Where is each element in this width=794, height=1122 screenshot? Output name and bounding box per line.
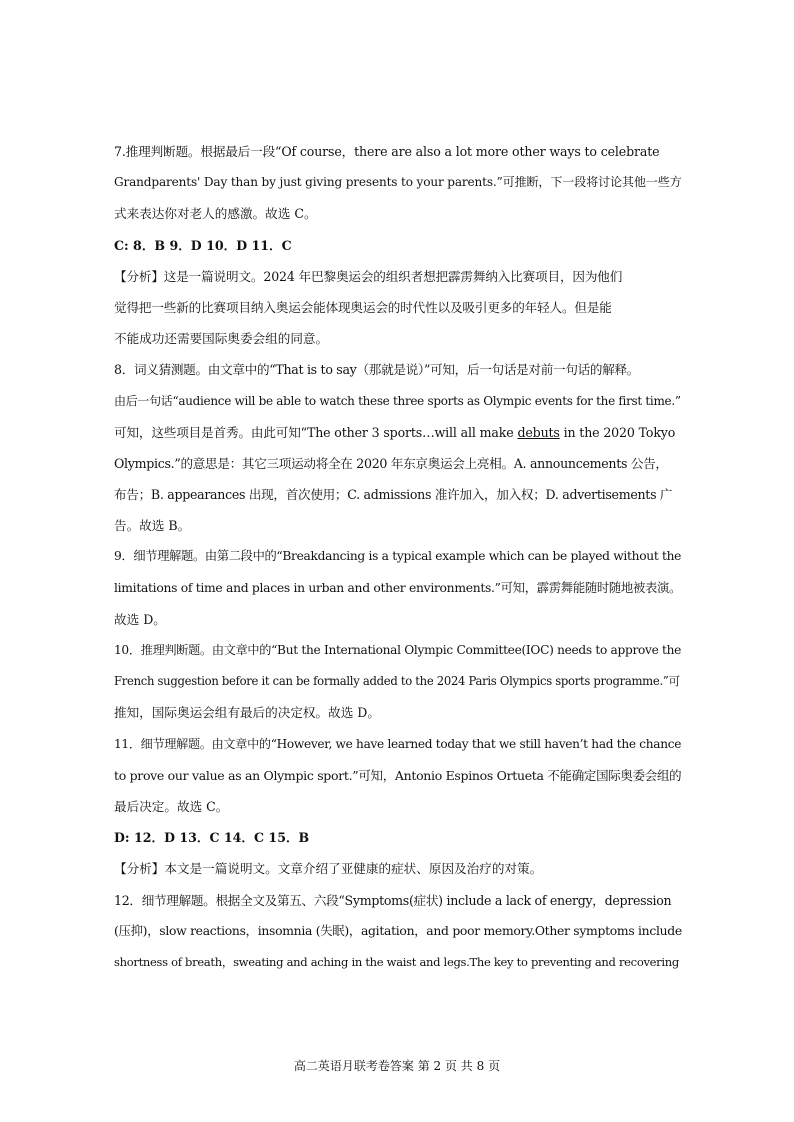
section-c-analysis-line-3: 不能成功还需要国际奥委会组的同意。	[114, 331, 329, 347]
q7-explanation-line-1: 7.推理判断题。根据最后一段“Of course，there are also a lot more other ways to celebrate	[114, 144, 660, 159]
answer-explanation-body	[114, 136, 682, 978]
q11-explanation-line-1: 11．细节理解题。由文章中的“However, we have learned today that we still haven’t had the chance	[114, 736, 682, 751]
q10-explanation-line-1: 10．推理判断题。由文章中的“But the International Olympic Committee(IOC) needs to approve the	[114, 643, 682, 657]
q11-explanation-line-2: to prove our value as an Olympic sport.”可知，Antonio Espinos Ortueta 不能确定国际奥委会组的	[114, 767, 682, 783]
q8-explanation-line-2: 由后一句话“audience will be able to watch these three sports as Olympic events for the first time.”	[114, 393, 681, 408]
q9-explanation-line-3: 故选 D。	[114, 611, 166, 627]
q8-explanation-line-1: 8．词义猜测题。由文章中的“That is to say（那就是说）”可知，后一句话是对前一句话的解释。	[114, 362, 640, 378]
q7-explanation-line-2: Grandparents' Day than by just giving presents to your parents.”可推断，下一段将讨论其他一些方	[114, 175, 682, 190]
q7-explanation-line-3: 式来表达你对老人的感激。故选 C。	[114, 206, 317, 222]
q10-explanation-line-3: 推知，国际奥运会组有最后的决定权。故选 D。	[114, 705, 380, 721]
q12-explanation-line-1: 12．细节理解题。根据全文及第五、六段“Symptoms(症状) include a lack of energy，depression	[114, 892, 672, 908]
page-footer: 高二英语月联考卷答案 第 2 页 共 8 页	[293, 1059, 501, 1073]
q12-explanation-line-2: (压抑)，slow reactions，insomnia (失眠)，agitation，and poor memory.Other symptoms include	[114, 923, 682, 938]
q8-explanation-line-5: 布告；B. appearances 出现，首次使用；C. admissions 准许加入，加入权；D. advertisements 广	[114, 487, 673, 503]
section-c-analysis-line-2: 觉得把一些新的比赛项目纳入奥运会能体现奥运会的时代性以及吸引更多的年轻人。但是能	[114, 299, 612, 315]
q8-explanation-line-4: Olympics.”的意思是：其它三项运动将全在 2020 年东京奥运会上亮相。A. announcements 公告，	[114, 455, 668, 471]
q8-line-3-end: in the 2020 Tokyo	[559, 424, 676, 440]
section-d-analysis: 【分析】本文是一篇说明文。文章介绍了亚健康的症状、原因及治疗的对策。	[114, 861, 543, 877]
section-c-answers: C: 8．B 9．D 10．D 11．C	[114, 237, 292, 253]
q10-explanation-line-2: French suggestion before it can be formally added to the 2024 Paris Olympics sports programme.”可	[114, 674, 680, 689]
section-d-answers: D: 12．D 13．C 14．C 15．B	[114, 830, 310, 846]
section-c-analysis-line-1: 【分析】这是一篇说明文。2024 年巴黎奥运会的组织者想把霹雳舞纳入比赛项目，因为他们	[114, 268, 623, 284]
q8-explanation-line-6: 告。故选 B。	[114, 518, 191, 534]
q9-explanation-line-1: 9．细节理解题。由第二段中的“Breakdancing is a typical example which can be played without the	[114, 549, 682, 564]
q11-explanation-line-3: 最后决定。故选 C。	[114, 798, 229, 814]
q9-explanation-line-2: limitations of time and places in urban and other environments.”可知，霹雳舞能随时随地被表演。	[114, 580, 682, 595]
q12-explanation-line-3: shortness of breath，sweating and aching in the waist and legs.The key to preventing and recovering	[114, 954, 679, 969]
q8-explanation-line-3	[114, 417, 682, 448]
underlined-word-debuts: debuts	[517, 424, 560, 440]
q8-line-3-start: 可知，这些项目是首秀。由此可知“The other 3 sports…will all make	[114, 424, 518, 440]
